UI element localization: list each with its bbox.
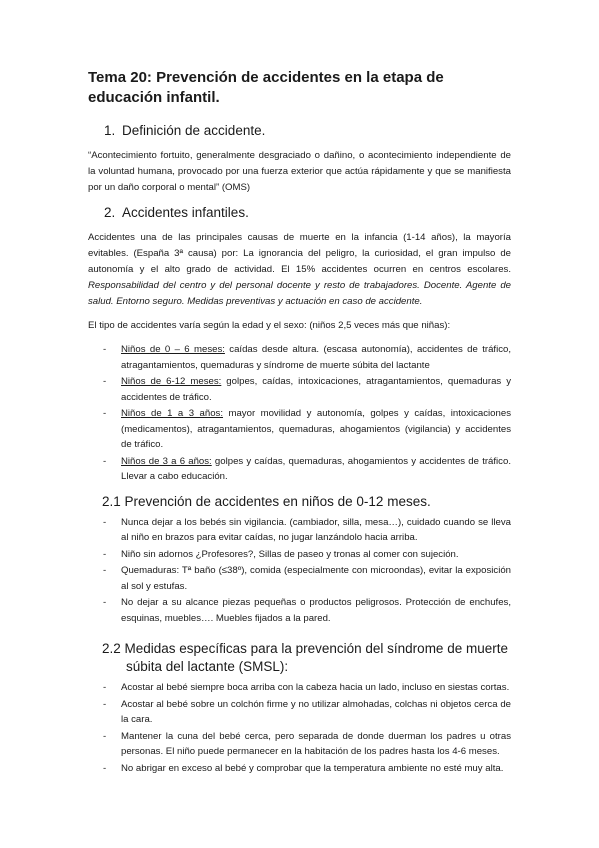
bullet-dash: - [103,455,107,467]
section-2-title: Accidentes infantiles. [122,205,249,220]
section-1-number: 1. [104,123,116,138]
section-1-title: Definición de accidente. [122,123,266,138]
list-item-text: Niño sin adornos ¿Profesores?, Sillas de paseo y tronas al comer con sujeción. [121,548,459,560]
list-item-text: Nunca dejar a los bebés sin vigilancia. (cambiador, silla, mesa…), cuidado cuando se lleva al niño en brazos para evitar caídas, no jugar lanzándolo hacia arriba. [121,516,511,543]
bullet-dash: - [103,516,107,528]
section-1-heading [104,122,511,140]
list-item-text: No dejar a su alcance piezas pequeñas o productos peligrosos. Protección de enchufes, esquinas, muebles…. Muebles fijados a la pared. [121,597,511,624]
bullet-dash: - [103,408,107,419]
list-item [88,680,511,696]
bullet-dash: - [103,597,107,608]
section-2-2-heading-line2: súbita del lactante (SMSL): [126,659,289,674]
definition-quote: “Acontecimiento fortuito, generalmente desgraciado o dañino, o acontecimiento independiente de la voluntad humana, provocado por una fuerza exterior que actúa rápidamente y que se manifiesta por un daño corporal o mental” (OMS) [88,150,511,193]
list-item-text: Quemaduras: Tª baño (≤38º), comida (especialmente con microondas), evitar la exposición al sol y estufas. [121,565,511,592]
bullet-dash: - [103,344,107,355]
bullet-dash: - [103,376,107,387]
bullet-dash: - [103,698,107,710]
section-2-1-heading: 2.1 Prevención de accidentes en niños de 0-12 meses. [102,493,431,509]
list-item-text: No abrigar en exceso al bebé y comprobar que la temperatura ambiente no esté muy alta. [121,762,504,774]
bullet-dash: - [103,565,107,576]
list-item [88,374,511,405]
section-2-2-heading [102,640,511,676]
age-group-text: caídas desde altura. (escasa autonomía), accidentes de tráfico, atragantamientos, quemaduras y síndrome de muerte súbita del lactante [121,344,511,371]
list-item [88,595,511,626]
list-item [88,547,511,563]
age-group-label: Niños de 1 a 3 años: [121,408,224,419]
age-group-text: golpes y caídas, quemaduras, ahogamientos y accidentes de tráfico. Llevar a cabo educación. [121,455,511,482]
list-item [88,454,511,485]
age-group-label: Niños de 0 – 6 meses: [121,344,225,355]
list-item-text: Acostar al bebé sobre un colchón firme y no utilizar almohadas, colchas ni objetos cerca de la cara. [121,698,511,725]
list-item [88,563,511,594]
accident-types-intro: El tipo de accidentes varía según la edad y el sexo: (niños 2,5 veces más que niñas): [88,320,451,331]
age-group-text: mayor movilidad y autonomía, golpes y caídas, intoxicaciones (medicamentos), atragantamientos, quemaduras, ahogamientos (vigilancia) y accidentes de tráfico. [121,408,511,450]
age-group-label: Niños de 6-12 meses: [121,376,222,387]
bullet-dash: - [103,730,107,742]
list-item [88,761,511,777]
section-2-number: 2. [104,205,116,220]
list-item [88,697,511,728]
bullet-dash: - [103,548,107,560]
page-title: Tema 20: Prevención de accidentes en la etapa de educación infantil. [88,69,444,106]
age-group-text: golpes, caídas, intoxicaciones, atragantamientos, quemaduras y accidentes de tráfico. [121,376,511,403]
smsl-prevention-list [88,680,511,776]
prevention-0-12-list [88,515,511,627]
age-group-label: Niños de 3 a 6 años: [121,455,212,467]
list-item [88,342,511,373]
list-item-text: Mantener la cuna del bebé cerca, pero separada de donde duerman los padres u otras personas. El niño puede permanecer en la habitación de los padres hasta los 4-6 meses. [121,730,511,757]
section-2-heading [104,204,511,222]
section-2-paragraph [88,230,511,310]
list-item-text: Acostar al bebé siempre boca arriba con la cabeza hacia un lado, incluso en siestas cortas. [121,682,510,693]
bullet-dash: - [103,682,107,693]
section-2-paragraph-italic: Responsabilidad del centro y del personal docente y resto de trabajadores. Docente. Agente de salud. Entorno seguro. Medidas preventivas y actuación en caso de accidente. [88,280,511,307]
list-item [88,515,511,546]
list-item [88,729,511,760]
list-item [88,406,511,453]
age-group-list [88,342,511,485]
section-2-2-heading-line1: 2.2 Medidas específicas para la prevención del síndrome de muerte [102,641,508,656]
section-2-paragraph-text: Accidentes una de las principales causas de muerte en la infancia (1-14 años), la mayoría evitables. (España 3ª causa) por: La ignorancia del peligro, la curiosidad, el gran impulso de autonomía y el alto grado de actividad. El 15% accidentes ocurren en centros escolares. [88,232,511,275]
bullet-dash: - [103,762,107,774]
